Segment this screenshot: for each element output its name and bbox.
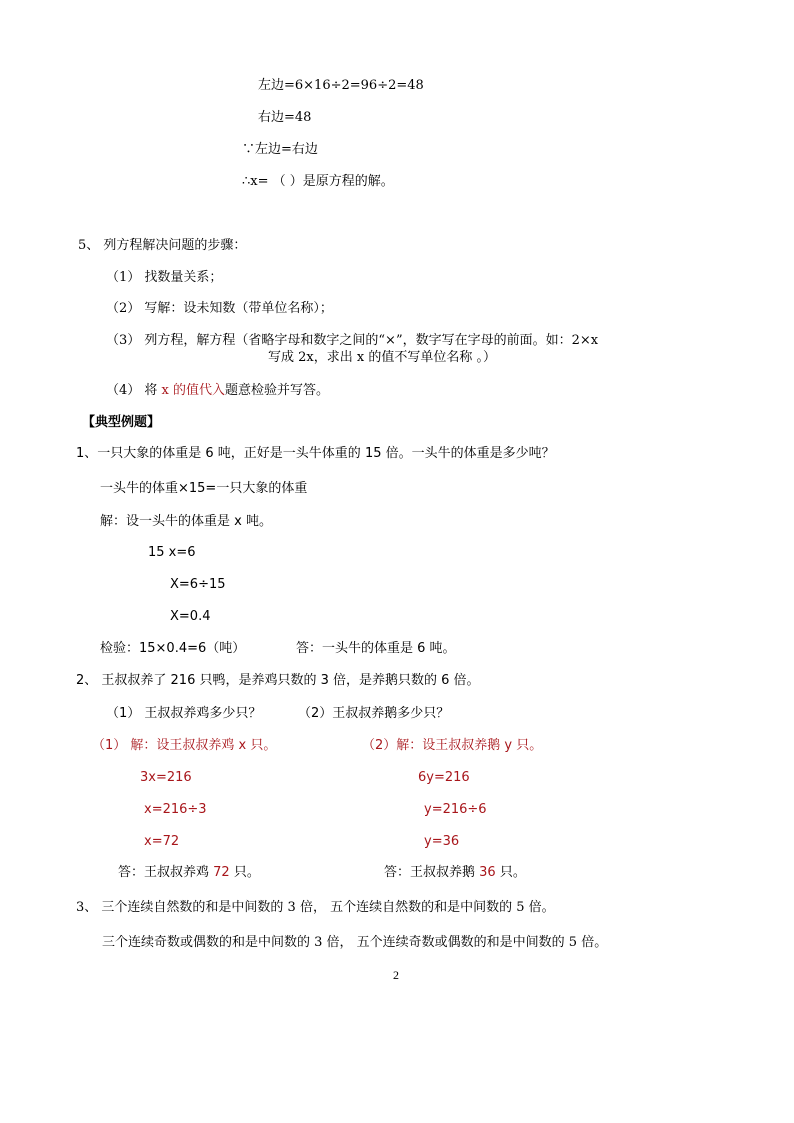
step-3-line-2: 写成 2x，求出 x 的值不写单位名称 。） [268,350,496,365]
step-4-middle: 的值代入 [173,383,226,398]
example-1-equation-2: X=6÷15 [170,577,226,592]
example-3-line-2: 三个连续奇数或偶数的和是中间数的 3 倍， 五个连续奇数或偶数的和是中间数的 5 倍。 [102,935,608,950]
answer-1-text: 答：王叔叔养鸡 [118,865,210,880]
example-2-question: 2、 王叔叔养了 216 只鸭，是养鸡只数的 3 倍，是养鹅只数的 6 倍。 [76,673,480,688]
step-1: （1） 找数量关系； [106,270,223,285]
example-2-answer-2-conclusion [384,865,526,881]
example-2-answer-1-conclusion [118,865,260,881]
example-2-answer-1-equation-1: 3x=216 [140,770,192,785]
example-1-answer: 答：一头牛的体重是 6 吨。 [296,641,456,656]
example-2-answer-1-let: （1） 解：设王叔叔养鸡 x 只。 [92,738,277,753]
examples-header: 【典型例题】 [82,415,161,430]
step-4-prefix: （4） 将 [106,383,158,398]
answer-1-number: 72 [213,865,230,880]
check-because: ∵左边=右边 [242,142,318,157]
steps-heading: 5、 列方程解决问题的步骤： [78,238,247,253]
example-2-subquestion-1: （1） 王叔叔养鸡多少只？ [106,706,262,721]
example-2-answer-2-equation-1: 6y=216 [418,770,470,785]
example-1-question: 1、一只大象的体重是 6 吨，正好是一头牛体重的 15 倍。一头牛的体重是多少吨？ [76,446,555,461]
step-4-x: x [161,383,169,398]
step-2: （2） 写解：设未知数（带单位名称）； [106,301,333,316]
check-therefore: ∴x= （ ）是原方程的解。 [242,174,394,189]
example-1-equation-1: 15 x=6 [148,545,196,560]
example-2-answer-2-equation-2: y=216÷6 [424,802,487,817]
example-1-verify: 检验：15×0.4=6（吨） [100,641,246,656]
example-2-answer-2-equation-3: y=36 [424,834,460,849]
example-2-subquestion-2: （2）王叔叔养鹅多少只？ [298,706,450,721]
step-3-line-1: （3） 列方程，解方程（省略字母和数字之间的“×”，数字写在字母的前面。如：2×x [106,333,599,348]
step-4 [106,383,329,399]
page-number: 2 [393,968,399,982]
answer-2-number: 36 [479,865,496,880]
example-3-line-1: 3、 三个连续自然数的和是中间数的 3 倍， 五个连续自然数的和是中间数的 5 倍。 [76,900,555,915]
example-1-equation-3: X=0.4 [170,609,211,624]
check-right-side: 右边=48 [258,110,312,125]
check-left-side: 左边=6×16÷2=96÷2=48 [258,78,424,93]
answer-2-unit: 只。 [499,865,526,880]
example-1-let: 解：设一头牛的体重是 x 吨。 [100,514,272,529]
step-4-suffix: 题意检验并写答。 [225,383,330,398]
answer-2-text: 答：王叔叔养鹅 [384,865,476,880]
example-2-answer-1-equation-3: x=72 [144,834,180,849]
example-2-answer-1-equation-2: x=216÷3 [144,802,207,817]
answer-1-unit: 只。 [233,865,260,880]
example-2-answer-2-let: （2）解：设王叔叔养鹅 y 只。 [362,738,543,753]
example-1-relation: 一头牛的体重×15=一只大象的体重 [100,481,308,496]
